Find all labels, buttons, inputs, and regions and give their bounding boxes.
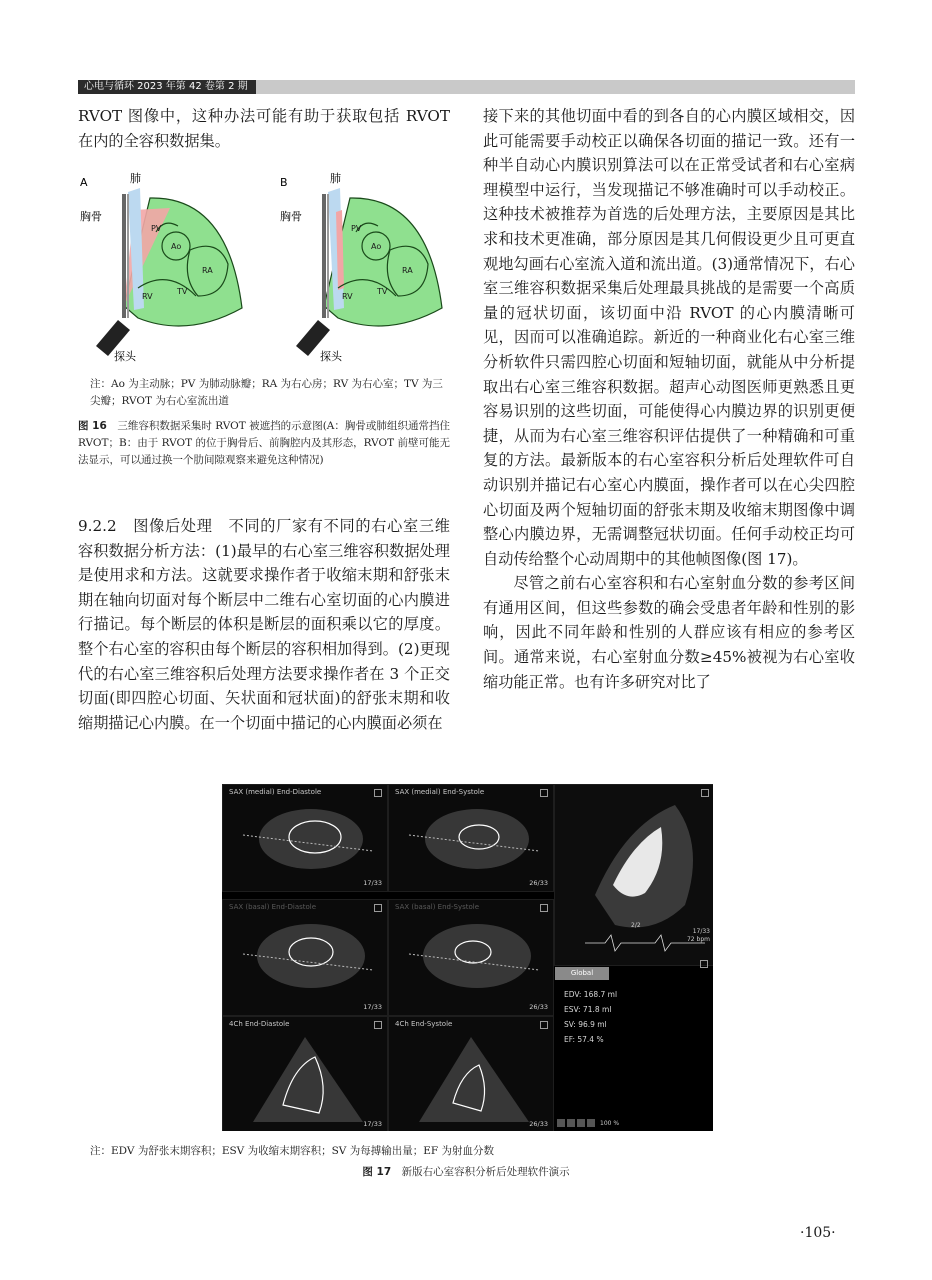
figure16-panel-b <box>280 171 442 363</box>
right-column <box>483 104 855 694</box>
toolbar-icon[interactable] <box>557 1119 565 1127</box>
panel-a-sternum <box>122 194 126 318</box>
svg-text:Ao: Ao <box>171 242 182 251</box>
toolbar-icon[interactable] <box>577 1119 585 1127</box>
svg-text:PV: PV <box>351 224 362 233</box>
ef-readout: EF: 57.4 % <box>564 1035 604 1044</box>
panel-a-sternum-label: 胸骨 <box>80 210 102 223</box>
pane-sax-basal-ed[interactable]: SAX (basal) End-Diastole 17/33 <box>222 899 388 1016</box>
figure16-caption-text: 三维容积数据采集时 RVOT 被遮挡的示意图(A：胸骨或肺组织通常挡住 RVOT；B：由于 RVOT 的位于胸骨后、前胸腔内及其形态，RVOT 前壁可能无法显示，可以通过换一个肋间隙观察来避免这种情况) <box>78 420 450 466</box>
left-column-section <box>78 514 450 735</box>
figure17-caption <box>0 1164 932 1181</box>
toolbar-icon[interactable] <box>587 1119 595 1127</box>
pane-4ch-es[interactable]: 4Ch End-Systole 26/33 <box>388 1016 554 1131</box>
panel-b-lung-label: 肺 <box>330 172 341 185</box>
right-paragraph-1: 接下来的其他切面中看的到各自的心内膜区域相交，因此可能需要手动校正以确保各切面的描记一致。还有一种半自动心内膜识别算法可以在正常受试者和右心室病理模型中运行，当发现描记不够准确时可以手动校正。这种技术被推荐为首选的后处理方法，主要原因是其比求和技术更准确，部分原因是其几何假设更少且可更直观地勾画右心室流入道和流出道。(3)通常情况下，右心室三维容积数据采集后处理最具挑战的是需要一个高质量的冠状切面，该切面中沿 RVOT 的心内膜清晰可见，因而可以准确追踪。新近的一种商业化右心室三维分析软件只需四腔心切面和短轴切面，就能从中分析提取出右心室三维容积数据。超声心动图医师更熟悉且更容易识别的这些切面，可能使得心内膜边界的识别更便捷，从而为右心室三维容积评估提供了一种精确和可重复的方法。最新版本的右心室容积分析后处理软件可自动识别并描记右心室心内膜面，操作者可以在心尖四腔心切面及两个短轴切面的舒张末期及收缩末期图像中调整心内膜边界，无需调整冠状切面。任何手动校正均可自动传给整个心动周期中的其他帧图像(图 17)。 <box>483 107 855 568</box>
svg-text:TV: TV <box>177 287 188 296</box>
left-column-intro <box>78 104 450 153</box>
svg-text:RA: RA <box>202 266 213 275</box>
sv-readout: SV: 96.9 ml <box>564 1020 607 1029</box>
figure17-caption-number: 图 17 <box>362 1166 392 1178</box>
figure16-caption-number: 图 16 <box>78 420 107 432</box>
pane-sax-medial-es[interactable]: SAX (medial) End-Systole 26/33 <box>388 784 554 892</box>
pane-3d-model[interactable] <box>554 784 713 966</box>
global-button[interactable]: Global <box>555 967 609 980</box>
section-9-2-2: 9.2.2 图像后处理 不同的厂家有不同的右心室三维容积数据分析方法：(1)最早的右心室三维容积数据处理是使用求和方法。这就要求操作者于收缩末期和舒张末期在轴向切面对每个断层中二维右心室切面的心内膜进行描记。每个断层的体积是断层的面积乘以它的厚度。整个右心室的容积由每个断层的容积相加得到。(2)更现代的右心室三维容积后处理方法要求操作者在 3 个正交切面(即四腔心切面、矢状面和冠状面)的舒张末期和收缩期描记心内膜。在一个切面中描记的心内膜面必须在 <box>78 517 450 732</box>
panel-b-probe-label: 探头 <box>320 350 342 363</box>
edv-readout: EDV: 168.7 ml <box>564 990 618 999</box>
panel-b-letter: B <box>280 176 288 189</box>
right-paragraph-2: 尽管之前右心室容积和右心室射血分数的参考区间有通用区间，但这些参数的确会受患者年龄和性别的影响，因此不同年龄和性别的人群应该有相应的参考区间。通常来说，右心室射血分数≥45%被视为右心室收缩功能正常。也有许多研究对比了 <box>483 574 855 691</box>
zoom-level: 100 % <box>600 1119 620 1127</box>
esv-readout: ESV: 71.8 ml <box>564 1005 612 1014</box>
panel-a-lung-label: 肺 <box>130 172 141 185</box>
figure16-panel-a <box>80 171 242 363</box>
svg-text:TV: TV <box>377 287 388 296</box>
pane-4ch-ed[interactable]: 4Ch End-Diastole 17/33 <box>222 1016 388 1131</box>
panel-b-sternum-label: 胸骨 <box>280 210 302 223</box>
panel-a-letter: A <box>80 176 88 189</box>
page-number: ·105· <box>800 1225 836 1241</box>
panel-a-probe-label: 探头 <box>114 350 136 363</box>
toolbar-icon[interactable] <box>567 1119 575 1127</box>
svg-text:RV: RV <box>142 292 153 301</box>
global-checkbox[interactable] <box>700 960 708 968</box>
heart-rate-readout: 17/33 72 bpm <box>686 928 710 943</box>
figure17-note: 注：EDV 为舒张末期容积；ESV 为收缩末期容积；SV 为每搏输出量；EF 为射血分数 <box>90 1145 494 1157</box>
beat-counter: 2/2 <box>631 922 641 929</box>
svg-text:Ao: Ao <box>371 242 382 251</box>
figure16-caption <box>78 418 450 469</box>
svg-text:RA: RA <box>402 266 413 275</box>
figure17-screenshot <box>222 784 713 1131</box>
journal-label: 心电与循环 2023 年第 42 卷第 2 期 <box>78 80 256 94</box>
viewer-toolbar <box>557 1118 619 1128</box>
svg-text:RV: RV <box>342 292 353 301</box>
intro-paragraph: RVOT 图像中，这种办法可能有助于获取包括 RVOT 在内的全容积数据集。 <box>78 107 450 150</box>
pane-sax-medial-ed[interactable]: SAX (medial) End-Diastole 17/33 <box>222 784 388 892</box>
panel-b-sternum <box>322 194 326 318</box>
pane-sax-basal-es[interactable]: SAX (basal) End-Systole 26/33 <box>388 899 554 1016</box>
svg-text:PV: PV <box>151 224 162 233</box>
figure16-note: 注：Ao 为主动脉；PV 为肺动脉瓣；RA 为右心房；RV 为右心室；TV 为三尖瓣；RVOT 为右心室流出道 <box>90 378 443 407</box>
figure16-diagram <box>78 168 450 368</box>
figure17-caption-text: 新版右心室容积分析后处理软件演示 <box>391 1166 570 1178</box>
